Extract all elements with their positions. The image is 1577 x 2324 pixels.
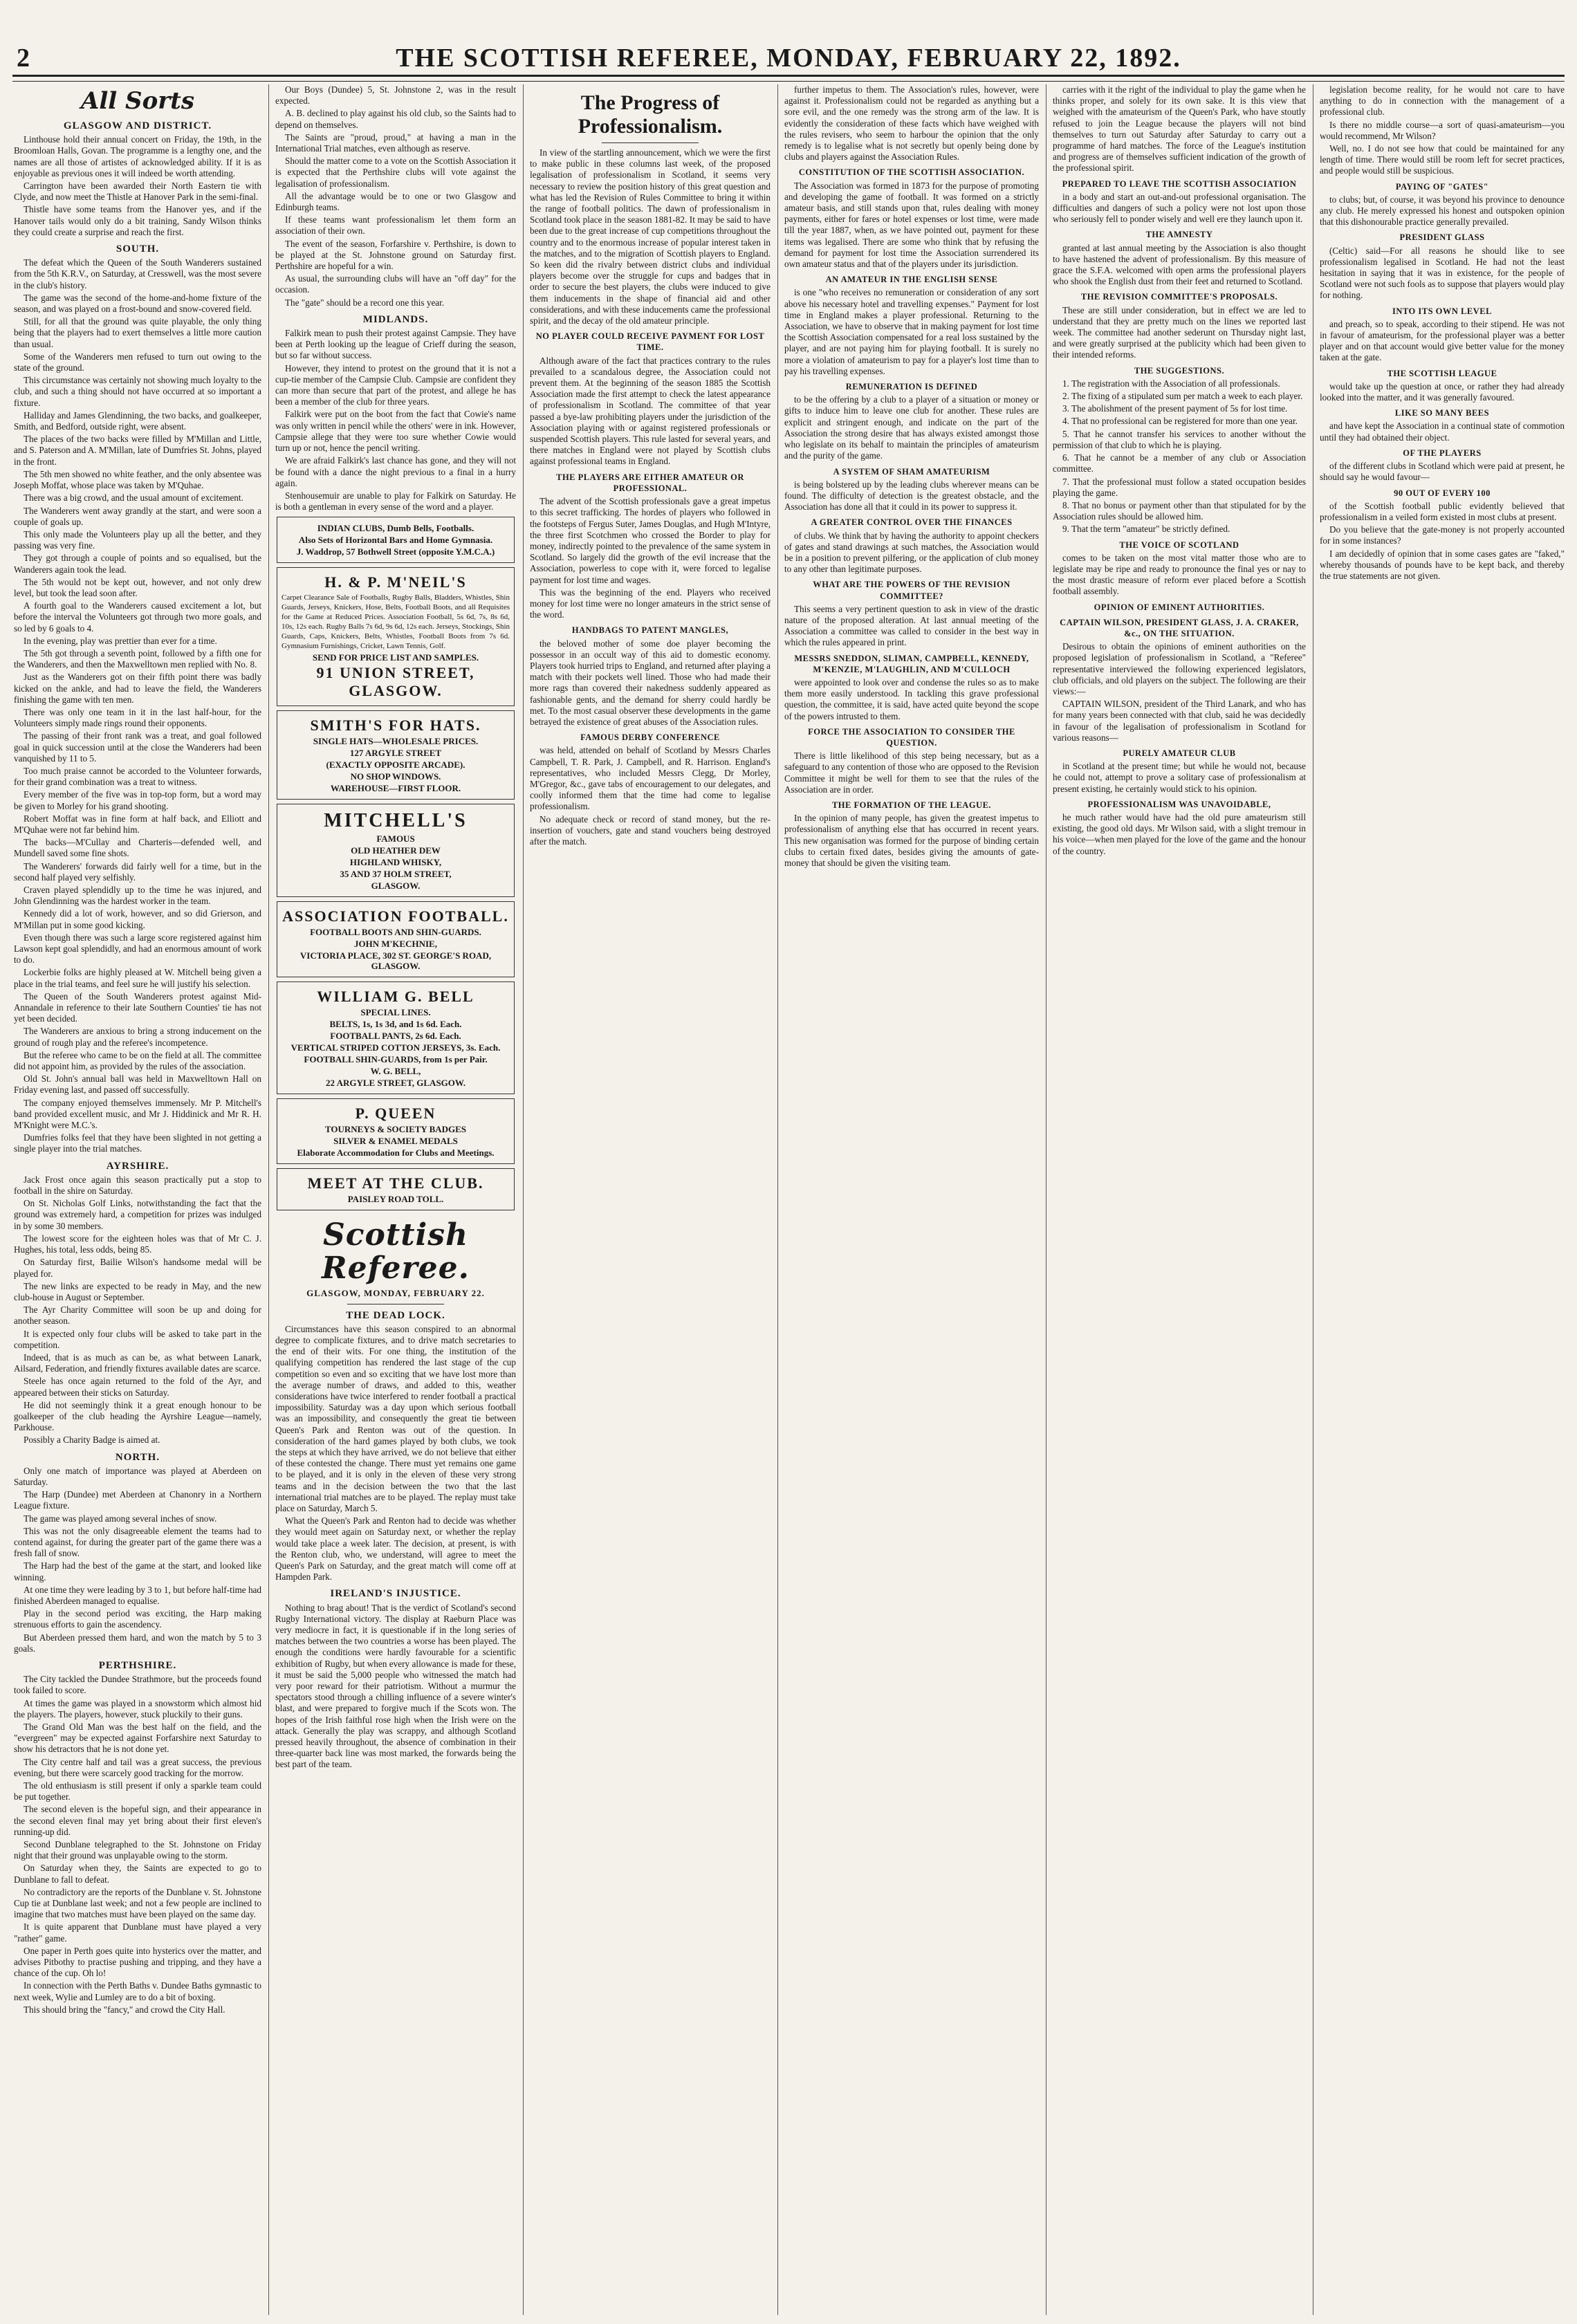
paragraph: The 5th would not be kept out, however, and not only drew level, but took the lead soon after. — [14, 576, 261, 598]
paragraph: in Scotland at the present time; but while he would not, because he could not, attempt to prove a solitary case of professionalism at present existing, he certainly would stick to his opinion. — [1053, 761, 1306, 794]
section-heading: THE REVISION COMMITTEE'S PROPOSALS. — [1080, 292, 1278, 302]
paragraph: The new links are expected to be ready in May, and the new club-house in August or September. — [14, 1280, 261, 1302]
paragraph: A fourth goal to the Wanderers caused excitement a lot, but before the interval the Volunteers got through two more goals, and so led by 6 goals to 4. — [14, 600, 261, 634]
advertisement — [277, 981, 515, 1094]
paragraph: 5. That he cannot transfer his services to another without the permission of that club to which he is playing. — [1053, 428, 1306, 450]
ad-body: Carpet Clearance Sale of Footballs, Rugby Balls, Bladders, Whistles, Shin Guards, Jerseys, Knickers, Hose, Belts, Football Boots, and all Requisites for the Game at Reduced Prices. Association Football, 5s 6d, 7s, 8s 6d, 10s, 12s each. Rugby Balls 7s 6d, 9s 6d, 12s each. Jerseys, Stockings, Shin Guards, Caps, Knickers, Belts, Whistles, Football Boots from 7s 6d. Gymnasium Furnishings, Cricket, Lawn Tennis, Golf. — [282, 593, 510, 651]
paragraph: Old St. John's annual ball was held in Maxwelltown Hall on Friday evening last, and passed off successfully. — [14, 1073, 261, 1096]
paragraph: Even though there was such a large score registered against him Lawson kept goal splendidly, and had an enormous amount of work to do. — [14, 932, 261, 966]
paragraph: We are afraid Falkirk's last chance has gone, and they will not be found with a dance the night previous to a final in a hurry again. — [275, 455, 516, 488]
paragraph: Possibly a Charity Badge is aimed at. — [24, 1435, 160, 1446]
advertisement — [277, 710, 515, 800]
column-3-intro — [530, 147, 771, 326]
paragraph: Robert Moffat was in fine form at half back, and Elliott and M'Quhae were not far behind him. — [14, 813, 261, 835]
article-section — [530, 732, 771, 847]
paragraph: The backs—M'Cullay and Charteris—defended well, and Mundell saved some fine shots. — [14, 837, 261, 859]
article-section — [784, 653, 1039, 722]
paragraph: Do you believe that the gate-money is not properly accounted for in some instances? — [1320, 524, 1565, 546]
paragraph: The Harp had the best of the game at the start, and looked like winning. — [14, 1560, 261, 1583]
article-section — [14, 120, 261, 238]
advertisement — [277, 1168, 515, 1210]
section-heading: AYRSHIRE. — [106, 1160, 169, 1172]
ad-line: WAREHOUSE—FIRST FLOOR. — [330, 783, 461, 794]
article-section — [784, 800, 1039, 869]
paragraph: The "gate" should be a record one this year. — [285, 297, 445, 308]
paragraph: This was not the only disagreeable element the teams had to contend against, for during the greater part of the game there was a fresh fall of snow. — [14, 1525, 261, 1559]
paragraph: It is quite apparent that Dunblane must have played a very "rather" game. — [14, 1921, 261, 1944]
article-section — [784, 274, 1039, 377]
paragraph: the beloved mother of some doe player becoming the possessor in an occult way of this aid to domestic economy. Players took hurried trips to England, and returned after playing a match with their pockets well lined. Those who had made their more rags than covered their nakedness suddenly appeared as fashionable gents, and the demand for sherry could hardly be met. To the most casual observer these developments in the game betrayed the existence of great abuses of the Association rules. — [530, 638, 771, 727]
ad-line: FOOTBALL SHIN-GUARDS, from 1s per Pair. — [304, 1054, 488, 1065]
paragraph: and preach, so to speak, according to their stipend. He was not in favour of amateurism, for the professional player was a better player and on that account would give better value for the money taken at the gate. — [1320, 318, 1565, 363]
paragraph: This should bring the "fancy," and crowd the City Hall. — [24, 2004, 225, 2015]
section-heading: PRESIDENT GLASS — [1399, 232, 1485, 243]
section-heading: PREPARED TO LEAVE THE SCOTTISH ASSOCIATION — [1062, 178, 1297, 189]
paragraph: further impetus to them. The Association's rules, however, were against it. Professionalism could not be regarded as anything but a sore evil, and the one remedy was the strong arm of the law. It is evidently the consideration of these facts which have weighed with the rules revisers, who seem to harbour the opinion that the only remedy is to legalise what is not secretly but openly being done by clubs and players against the Association Rules. — [784, 84, 1039, 163]
paragraph: (Celtic) said—For all reasons he should like to see professionalism legalised in Scotland. He had not the least hesitation in saying that it was in existence, for the people of Scotland were not such fools as to suppose that players would play for nothing. — [1320, 245, 1565, 301]
article-section — [1053, 799, 1306, 857]
paragraph: On Saturday when they, the Saints are expected to go to Dunblane to fall to defeat. — [14, 1863, 261, 1885]
paragraph: The lowest score for the eighteen holes was that of Mr C. J. Hughes, his total, less odds, being 85. — [14, 1233, 261, 1255]
paragraph: All the advantage would be to one or two Glasgow and Edinburgh teams. — [275, 190, 516, 213]
paragraph: This circumstance was certainly not showing much loyalty to the club, and such a thing should not have occurred at so important a fixture. — [14, 375, 261, 408]
column-1 — [14, 84, 261, 2315]
article-section — [1053, 748, 1306, 795]
paragraph: is one "who receives no remuneration or consideration of any sort above his necessary hotel and travelling expenses." Payment for lost time in England makes a player professional. Returning to the Association, we have to observe that in making payment for lost time the Scottish Association compensated for a real loss sustained by the player, and are not paying him for playing football. It is surely no more a violation of amateurism to pay for a player's lost time than to pay his travelling expenses. — [784, 287, 1039, 376]
column-heading — [14, 87, 261, 115]
paragraph: Nothing to brag about! That is the verdict of Scotland's second Rugby International victory. The display at Raeburn Place was very mediocre in fact, it is questionable if in the long series of matches between the two countries a worse has been played. The enough the conditions were hardly favourable for a scientific exhibition of Rugby, but when every allowance is made for these, it must be said the 5,000 people who witnessed the match had very poor reward for their patriotism. Without a murmur the spectators stood through a chilling influence of a severe winter's blast, and were prepared to forgive much if the Scots won. The hopes of the Irish faithful rose high when the Irish were on the attack. Generally the play was scrappy, and although Scotland pressed heavily throughout, the absence of combination in their three-quarter back line was most marked, the forwards being the best part of the team. — [275, 1602, 516, 1770]
column-6-intro — [1320, 84, 1565, 177]
ad-line: Also Sets of Horizontal Bars and Home Gymnasia. — [298, 535, 493, 546]
article-section — [784, 579, 1039, 648]
paragraph: The City tackled the Dundee Strathmore, but the proceeds found took failed to score. — [14, 1674, 261, 1696]
paragraph: comes to be taken on the most vital matter those who are to legislate may be ripe and ready to pronounce the final yes or nay to the most drastic measure of reform ever placed before a Scottish football assembly. — [1053, 552, 1306, 597]
paragraph: Well, no. I do not see how that could be maintained for any length of time. There would still be room left for secret practices, and people would still be suspicious. — [1320, 143, 1565, 176]
column-6 — [1320, 84, 1565, 2315]
section-heading: THE PLAYERS ARE EITHER AMATEUR OR PROFESSIONAL. — [556, 472, 744, 493]
article-section — [1053, 540, 1306, 598]
paragraph: Is there no middle course—a sort of quasi-amateurism—you would recommend, Mr Wilson? — [1320, 119, 1565, 141]
paragraph: legislation become reality, for he would not care to have anything to do in connection with the management of a professional club. — [1320, 84, 1565, 118]
ad-address: 91 UNION STREET, GLASGOW. — [316, 664, 475, 700]
paragraph: granted at last annual meeting by the Association is also thought to have hastened the advent of professionalism. By this measure of grace the S.F.A. welcomed with open arms the professional players who shook the English dust from their feet and returned to Scotland. — [1053, 242, 1306, 287]
section-heading: A GREATER CONTROL OVER THE FINANCES — [811, 517, 1013, 528]
paragraph: The Ayr Charity Committee will soon be up and doing for another season. — [14, 1304, 261, 1327]
paragraph: Thistle have some teams from the Hanover yes, and if the Hanover tails would only do a bit training, Sandy Wilson thinks they could create a surprise and reach the first. — [14, 204, 261, 237]
column-rule — [777, 84, 778, 2315]
article-section — [14, 1161, 261, 1446]
article-section — [1053, 602, 1306, 613]
paragraph: 1. The registration with the Association of all professionals. — [1062, 378, 1280, 389]
section-heading: NO PLAYER COULD RECEIVE PAYMENT FOR LOST TIME. — [535, 331, 765, 353]
article-section — [1320, 306, 1565, 364]
paragraph: The second eleven is the hopeful sign, and their appearance in the second eleven final may yet bring about their first eleven's running-up did. — [14, 1804, 261, 1837]
paragraph: The advent of the Scottish professionals gave a great impetus to this secret trafficking. The hordes of players who followed in the footsteps of Fergus Suter, James Douglas, and Hugh M'Intyre, the three first Scotchmen who crossed the Border to play for money, indirectly pointed to the prevalence of the same system in Scotland. So largely did the growth of the evil increase that the Association, powerless to cope with it, were forced to legalise payment for lost time and wages. — [530, 496, 771, 585]
paragraph: A. B. declined to play against his old club, so the Saints had to depend on themselves. — [275, 108, 516, 130]
paragraph: The old enthusiasm is still present if only a sparkle team could be put together. — [14, 1780, 261, 1802]
ad-line: FOOTBALL PANTS, 2s 6d. Each. — [330, 1031, 461, 1042]
paragraph: But the referee who came to be on the field at all. The committee did not appoint him, as provided by the rules of the association. — [14, 1049, 261, 1072]
paragraph: This was the beginning of the end. Players who received money for lost time were no longer amateurs in the strict sense of the word. — [530, 587, 771, 620]
column-1-sections — [14, 120, 261, 2016]
ad-line: (EXACTLY OPPOSITE ARCADE). — [326, 759, 465, 771]
ad-title: ASSOCIATION FOOTBALL. — [282, 907, 509, 925]
article-section — [784, 726, 1039, 795]
paragraph: Halliday and James Glendinning, the two backs, and goalkeeper, Smith, and Bedford, outside right, were absent. — [14, 409, 261, 432]
section-heading: THE SCOTTISH LEAGUE — [1387, 368, 1497, 378]
section-heading: PERTHSHIRE. — [98, 1660, 177, 1671]
section-heading: MESSRS SNEDDON, SLIMAN, CAMPBELL, KENNEDY, M'KENZIE, M'LAUGHLIN, AND M'CULLOCH — [794, 653, 1029, 674]
section-heading: AN AMATEUR IN THE ENGLISH SENSE — [825, 275, 998, 285]
article-section — [14, 1660, 261, 2016]
paragraph: No adequate check or record of stand money, but the re-insertion of vouchers, gate and stand vouchers being destroyed after the match. — [530, 813, 771, 847]
paragraph: Falkirk were put on the boot from the fact that Cowie's name was only written in pencil while the others' were in ink. However, Campsie allege that they were too sure whether Cowie would turn up or not, hence the pencil writing. — [275, 409, 516, 454]
paragraph: The Harp (Dundee) met Aberdeen at Chanonry in a Northern League fixture. — [14, 1489, 261, 1511]
section-heading: INTO ITS OWN LEVEL — [1392, 306, 1492, 316]
masthead — [12, 43, 1565, 71]
ad-title: MITCHELL'S — [324, 810, 468, 832]
paragraph: One paper in Perth goes quite into hysterics over the matter, and advises Pitbothy to practise pushing and tripping, and they have a chance of the cup. Oh lo! — [14, 1945, 261, 1979]
paragraph: The Wanderers went away grandly at the start, and were soon a couple of goals up. — [14, 505, 261, 527]
ad-title: MEET AT THE CLUB. — [307, 1174, 484, 1192]
paragraph: Some of the Wanderers men refused to turn out owing to the state of the ground. — [14, 351, 261, 374]
ad-line: NO SHOP WINDOWS. — [350, 771, 441, 782]
column-4 — [784, 84, 1039, 2315]
all-sorts-heading: All Sorts — [80, 87, 195, 115]
ad-line: SILVER & ENAMEL MEDALS — [333, 1136, 458, 1147]
advertisement — [277, 901, 515, 977]
paragraph: to clubs; but, of course, it was beyond his province to denounce any club. He merely expressed his honest and outspoken opinion that this dishonourable practice generally prevailed. — [1320, 194, 1565, 228]
advertisement — [277, 567, 515, 706]
article-section — [1053, 365, 1306, 535]
paragraph: No contradictory are the reports of the Dunblane v. St. Johnstone Cup tie at Dunblane last week; and not a few people are inclined to imagine that two matches must have been played on the same day. — [14, 1886, 261, 1920]
divider — [602, 142, 698, 143]
article-section — [530, 472, 771, 621]
paragraph: The Wanderers' forwards did fairly well for a time, but in the second half played very selfishly. — [14, 860, 261, 883]
section-heading: REMUNERATION IS DEFINED — [845, 382, 978, 392]
paragraph: Carrington have been awarded their North Eastern tie with Clyde, and now meet the Thistle at Hanover Park in the semi-final. — [14, 181, 261, 203]
column-6-sections — [1320, 181, 1565, 582]
column-2-intro — [275, 84, 516, 308]
column-5-sections — [1053, 178, 1306, 857]
paragraph: In view of the startling announcement, which we were the first to make public in these columns last week, of the proposed legalisation of professionalism in Scotland, it seems very necessary to review the position history of this great question and what has led the Revision of Rules Committee to bring it within the range of football politics. The dawn of professionalism in Scotland took place in the season 1881-82. It may be said to have been due to the great increase of cup competitions throughout the country and to the enormous increase of popular interest taken in the matches, and to the migration of Scottish players to England. So keen did the rivalry between district clubs and individual players become over the struggle for cups and badges that in order to secure the best players, the clubs were induced to give them inducements in the shape of financial aid and other considerations, and with these inducements came the professional spirit, and the decay of the old amateur principle. — [530, 147, 771, 326]
ad-line: Elaborate Accommodation for Clubs and Meetings. — [297, 1147, 495, 1159]
paragraph: would take up the question at once, or rather they had already looked into the matter, and it was generally favoured. — [1320, 380, 1565, 403]
ad-title: WILLIAM G. BELL — [317, 988, 474, 1006]
paragraph: At one time they were leading by 3 to 1, but before half-time had finished Aberdeen managed to equalise. — [14, 1584, 261, 1606]
ad-line: INDIAN CLUBS, Dumb Bells, Footballs. — [317, 523, 474, 534]
section-heading: FAMOUS DERBY CONFERENCE — [580, 732, 720, 743]
paragraph: Just as the Wanderers got on their fifth point there was badly kicked on the ankle, and had to leave the field, the Wanderers finishing the game with ten men. — [14, 672, 261, 705]
article-section — [1053, 291, 1306, 360]
section-heading: MIDLANDS. — [362, 313, 429, 325]
paragraph: If these teams want professionalism let them form an association of their own. — [275, 214, 516, 237]
paragraph: Indeed, that is as much as can be, as what between Lanark, Ailsard, Federation, and friendly fixtures available dates are scarce. — [14, 1352, 261, 1374]
article-section — [1053, 617, 1306, 744]
paragraph: carries with it the right of the individual to play the game when he thinks proper, and solely for its own sake. It is this view that weighed with the amateurism of the Queen's Park, who have stoutly refused to join the League because the players will not bind themselves to turn out Saturday after Saturday to carry out a programme of hard matches. The force of the League's institution and progress are of themselves sufficient indication of the growth of the professional spirit. — [1053, 84, 1306, 174]
paragraph: he much rather would have had the old pure amateurism still existing, the good old days. Mr Wilson said, with a slight tremour in his voice—when men played for the love of the game and the honour of the country. — [1053, 811, 1306, 856]
ad-line: PAISLEY ROAD TOLL. — [347, 1194, 444, 1205]
paragraph: In the evening, play was prettier than ever for a time. — [24, 635, 217, 646]
masthead-rule — [12, 75, 1565, 82]
ad-title: H. & P. M'NEIL'S — [324, 573, 467, 591]
paragraph: Our Boys (Dundee) 5, St. Johnstone 2, was in the result expected. — [275, 84, 516, 107]
section-heading: WHAT ARE THE POWERS OF THE REVISION COMMITTEE? — [813, 580, 1011, 601]
ad-line: OLD HEATHER DEW — [351, 845, 441, 856]
paragraph: There was a big crowd, and the usual amount of excitement. — [24, 492, 243, 504]
advertisement — [277, 517, 515, 563]
paragraph: was held, attended on behalf of Scotland by Messrs Charles Campbell, T. R. Park, J. Campbell, and R. Harrison. England's representatives, who included Messrs Clegg, Dr Morley, M'Gregor, &c., gave tabs of encouragement to our delegates, and coolly informed them that the time had come to legalise professionalism. — [530, 745, 771, 812]
paragraph: The Grand Old Man was the best half on the field, and the "evergreen" may be expected against Forfarshire next Saturday to show his detractors that he is not done yet. — [14, 1722, 261, 1755]
section-heading: SOUTH. — [116, 243, 160, 255]
paragraph: The game was played among several inches of snow. — [24, 1513, 217, 1524]
paragraph: Jack Frost once again this season practically put a stop to football in the shire on Saturday. — [14, 1174, 261, 1197]
column-2-articles — [275, 1310, 516, 1771]
paragraph: The passing of their front rank was a treat, and goal followed goal in quick succession until at the close the Wanderers had been vanquished by 11 to 5. — [14, 730, 261, 764]
column-rule — [268, 84, 269, 2315]
paragraph: But Aberdeen pressed them hard, and won the match by 5 to 3 goals. — [14, 1632, 261, 1654]
nameplate: Scottish Referee. — [322, 1217, 470, 1286]
paragraph: CAPTAIN WILSON, president of the Third Lanark, and who has for many years been connected with that club, said he was decidedly in favour of the legalisation of professionalism in Scotland for various reasons— — [1053, 699, 1306, 743]
paragraph: The places of the two backs were filled by M'Millan and Little, and S. Paterson and A. M'Millan, late of Dumfries St. Johns, played in the front. — [14, 434, 261, 467]
paragraph: The company enjoyed themselves immensely. Mr P. Mitchell's band provided excellent music, and Mr J. Hiddinick and Mr R. H. M'Knight were M.C.'s. — [14, 1097, 261, 1131]
section-heading: A SYSTEM OF SHAM AMATEURISM — [833, 466, 990, 477]
column-3-sections — [530, 331, 771, 847]
paragraph: Kennedy did a lot of work, however, and so did Grierson, and M'Millan put in some good kicking. — [14, 908, 261, 930]
advertisement — [277, 804, 515, 897]
section-heading: OPINION OF EMINENT AUTHORITIES. — [1094, 602, 1265, 612]
article-section — [784, 167, 1039, 270]
paragraph: and have kept the Association in a continual state of commotion until they had obtained their object. — [1320, 421, 1565, 443]
column-4-intro — [784, 84, 1039, 163]
paragraph: He did not seemingly think it a great enough honour to be goalkeeper of the club heading the Ayrshire League—namely, Parkhouse. — [14, 1399, 261, 1433]
ad-line: VERTICAL STRIPED COTTON JERSEYS, 3s. Each. — [290, 1042, 501, 1053]
masthead-title: THE SCOTTISH REFEREE, MONDAY, FEBRUARY 22, 1892. — [396, 44, 1181, 73]
ad-line: HIGHLAND WHISKY, — [349, 857, 442, 868]
ad-title: SMITH'S FOR HATS. — [310, 717, 481, 735]
paragraph: In connection with the Perth Baths v. Dundee Baths gymnastic to next week, Wylie and Lumley are to do a bit of boxing. — [14, 1980, 261, 2002]
article-section — [1053, 178, 1306, 225]
column-4-sections — [784, 167, 1039, 869]
section-heading: THE AMNESTY — [1145, 230, 1213, 240]
paragraph: of the different clubs in Scotland which were paid at present, he should say he would favour— — [1320, 461, 1565, 483]
paragraph: Linthouse hold their annual concert on Friday, the 19th, in the Broomloan Halls, Govan. The programme is a lengthy one, and the names are all those of artistes of acknowledged ability. If it is as enjoyable as previous ones it will indeed be worth attending. — [14, 134, 261, 178]
page-number: 2 — [17, 44, 30, 73]
section-heading: THE VOICE OF SCOTLAND — [1119, 540, 1239, 550]
paragraph: Play in the second period was exciting, the Harp making strenuous efforts to gain the ascendency. — [14, 1608, 261, 1630]
section-heading: CONSTITUTION OF THE SCOTTISH ASSOCIATION. — [798, 167, 1025, 178]
paragraph: Still, for all that the ground was quite playable, the only thing being that the players had to exert themselves a little more caution than usual. — [14, 316, 261, 349]
paragraph: Dumfries folks feel that they have been slighted in not getting a single player into the trial matches. — [14, 1132, 261, 1154]
paragraph: Steele has once again returned to the fold of the Ayr, and appeared between their sticks on Saturday. — [14, 1376, 261, 1398]
paragraph: The 5th got through a seventh point, followed by a fifth one for the Wanderers, and then the Maxwelltown men replied with No. 8. — [14, 647, 261, 670]
article-section — [1053, 229, 1306, 287]
ad-line: TOURNEYS & SOCIETY BADGES — [324, 1124, 467, 1135]
article-section — [14, 1452, 261, 1654]
paragraph: On Saturday first, Bailie Wilson's handsome medal will be played for. — [14, 1257, 261, 1279]
section-heading: PAYING OF "GATES" — [1395, 181, 1489, 192]
paragraph: 2. The fixing of a stipulated sum per match a week to each player. — [1062, 391, 1303, 402]
ad-line: J. Waddrop, 57 Bothwell Street (opposite Y.M.C.A.) — [296, 546, 495, 557]
paragraph: 6. That he cannot be a member of any club or Association committee. — [1053, 452, 1306, 474]
article-section — [1320, 368, 1565, 404]
paragraph: This only made the Volunteers play up all the better, and they passing was very fine. — [14, 528, 261, 551]
section-heading: HANDBAGS TO PATENT MANGLES, — [571, 625, 729, 636]
paragraph: Should the matter come to a vote on the Scottish Association it is expected that the Perthshire clubs will vote against the legalisation of professionalism. — [275, 156, 516, 189]
column-5-intro — [1053, 84, 1306, 174]
article-section — [784, 517, 1039, 575]
section-heading: FORCE THE ASSOCIATION TO CONSIDER THE QUESTION. — [808, 726, 1015, 748]
paragraph: Falkirk mean to push their protest against Campsie. They have been at Perth looking up the league of Crieff during the season, but so far without success. — [275, 328, 516, 361]
paragraph: in a body and start an out-and-out professional organisation. The difficulties and dangers of such a policy were not lost upon those who seriously fell to ponder wisely and well ere they launch upon it. — [1053, 191, 1306, 225]
section-heading: CAPTAIN WILSON, PRESIDENT GLASS, J. A. CRAKER, &c., ON THE SITUATION. — [1060, 617, 1299, 638]
article-section — [275, 1310, 516, 1583]
paragraph: Every member of the five was in top-top form, but a word may be given to Morley for his grand shooting. — [14, 789, 261, 811]
paragraph: 3. The abolishment of the present payment of 5s for lost time. — [1062, 403, 1288, 414]
section-heading: THE FORMATION OF THE LEAGUE. — [831, 800, 992, 810]
paragraph: 4. That no professional can be registered for more than one year. — [1062, 416, 1298, 427]
paragraph: of the Scottish football public evidently believed that professionalism in a veiled form existed in most clubs at present. — [1320, 500, 1565, 522]
paragraph: There is little likelihood of this step being necessary, but as a safeguard to any contention of those who are opposed to the Revision Committee it might be well for them to see that the rules of the Association are in order. — [784, 750, 1039, 795]
paragraph: Lockerbie folks are highly pleased at W. Mitchell being given a place in the trial teams, and feel sure he will justify his selection. — [14, 967, 261, 989]
article-section — [275, 314, 516, 513]
article-section — [14, 243, 261, 1155]
paragraph: What the Queen's Park and Renton had to decide was whether they would meet again on Saturday next, or whether the replay would take place a week later. The decision, at present, is with the Renton club, who, we understand, will agree to meet the Queen's Park on Saturday, and the great match will come off at Hampden Park. — [275, 1515, 516, 1583]
article-title: The Progress of Professionalism. — [578, 91, 723, 138]
paragraph: The defeat which the Queen of the South Wanderers sustained from the 5th K.R.V., on Saturday, at Cresswell, was the most severe in the club's history. — [14, 257, 261, 290]
paragraph: The event of the season, Forfarshire v. Perthshire, is down to be played at the St. Johnstone ground on Saturday first. Perthshire are hopeful for a win. — [275, 238, 516, 272]
ad-line: SPECIAL LINES. — [360, 1007, 431, 1018]
column-2-sections — [275, 314, 516, 513]
paragraph: They got through a couple of points and so equalised, but the Wanderers again took the lead. — [14, 553, 261, 575]
ad-line: BELTS, 1s, 1s 3d, and 1s 6d. Each. — [329, 1019, 462, 1030]
paragraph: were appointed to look over and condense the rules so as to make them more easily understood. In tackling this grave professional question, the committee, it is said, have acted quite beyond the scope of the powers intrusted to them. — [784, 676, 1039, 721]
paragraph: of clubs. We think that by having the authority to appoint checkers of gates and stand drawings at such matches, the Association would be in a position to prevent pilfering, or the application of club money to any other than legitimate purposes. — [784, 530, 1039, 575]
paragraph: As usual, the surrounding clubs will have an "off day" for the occasion. — [275, 273, 516, 295]
paragraph: Too much praise cannot be accorded to the Volunteer forwards, for their grand combination was a treat to witness. — [14, 765, 261, 788]
ad-line: 127 ARGYLE STREET — [349, 748, 442, 759]
section-heading: PURELY AMATEUR CLUB — [1123, 748, 1236, 758]
article-section — [1320, 407, 1565, 443]
article-section — [784, 381, 1039, 461]
section-heading: THE SUGGESTIONS. — [1134, 365, 1225, 376]
section-heading: IRELAND'S INJUSTICE. — [330, 1588, 461, 1600]
article-section — [530, 331, 771, 467]
paragraph: This seems a very pertinent question to ask in view of the drastic nature of the proposed alteration. At last annual meeting of the Association a committee was called to consider in the best way in which the rules appeared in print. — [784, 603, 1039, 648]
section-heading: OF THE PLAYERS — [1403, 448, 1482, 458]
paragraph: 8. That no bonus or payment other than that stipulated for by the Association rules should be allowed him. — [1053, 499, 1306, 522]
paragraph: The City centre half and tail was a great success, the previous evening, but there were scarcely good tracking for the morrow. — [14, 1756, 261, 1778]
section-heading: THE DEAD LOCK. — [346, 1309, 445, 1321]
ad-line: VICTORIA PLACE, 302 ST. GEORGE'S ROAD, GLASGOW. — [299, 950, 492, 972]
column-rule — [523, 84, 524, 2315]
article-section — [1320, 232, 1565, 301]
paragraph: Circumstances have this season conspired to an abnormal degree to complicate fixtures, and to drive match secretaries to the end of their wits. For one thing, the institution of the qualifying competition has rendered the last stage of the cup competition so even and so exciting that we have lost more than the average number of draws, and added to this, weather considerations have twice interfered to render football a practical impossibility. Saturday was a day upon which serious football was an impossibility, and consequently the great tie between Queen's Park and Renton was out of the question. In consideration of the hard games played by both clubs, we took the steps at which they have arrived, we do not believe that either of these contested the change. There must yet remains one game to be played, and it is only in the eleven of these very strong teams and in the decision between the two that the last international trial matches are to be played. The replay must take place on Saturday, March 5. — [275, 1323, 516, 1513]
article-section — [1320, 448, 1565, 483]
paragraph: Desirous to obtain the opinions of eminent authorities on the proposed legislation of professionalism in Scotland, a "Referee" representative interviewed the following experienced legislators, club officials, and old players on the subject. The following are their views:— — [1053, 641, 1306, 697]
section-heading: PROFESSIONALISM WAS UNAVOIDABLE, — [1087, 799, 1271, 809]
column-2 — [275, 84, 516, 2315]
paragraph: The game was the second of the home-and-home fixture of the season, and was played on a frost-bound and snow-covered field. — [14, 292, 261, 315]
paragraph: These are still under consideration, but in effect we are led to understand that they are pretty much on the lines we reported last week. The committee had another sederunt on Thursday night last, and were greatly surprised at the publicity which had been given to their intended reforms. — [1053, 304, 1306, 360]
paragraph: The Wanderers are anxious to bring a strong inducement on the ground of rough play and the referee's incompetence. — [14, 1026, 261, 1048]
section-heading: 90 OUT OF EVERY 100 — [1394, 488, 1491, 498]
ad-line: 35 AND 37 HOLM STREET, — [340, 869, 452, 880]
ad-line: GLASGOW. — [371, 880, 421, 892]
paragraph: The Association was formed in 1873 for the purpose of promoting and developing the game of football. It was formed on a strictly amateur basis, and still stands upon that, rules dealing with money payments, either for fares or hotel expenses or lost time, were made till the year 1887, when, as we have pointed out, payment for these items was legalised. There are some who think that by refusing the demand for payment for lost time the Association surrendered its own amateur status and that of the players under its jurisdiction. — [784, 180, 1039, 270]
ad-line: W. G. BELL, — [370, 1066, 421, 1077]
ad-line: FOOTBALL BOOTS AND SHIN-GUARDS. — [310, 927, 481, 938]
section-heading: NORTH. — [115, 1451, 160, 1463]
article-section — [784, 466, 1039, 513]
paragraph: Stenhousemuir are unable to play for Falkirk on Saturday. He is both a gentleman in every sense of the word and a player. — [275, 490, 516, 513]
article-section — [1320, 488, 1565, 582]
ad-title: P. QUEEN — [355, 1105, 436, 1123]
paragraph: At times the game was played in a snowstorm which almost hid the players. The players, however, stuck pluckily to their guns. — [14, 1697, 261, 1719]
article-section — [275, 1588, 516, 1770]
advertisements — [275, 517, 516, 1210]
dateline: GLASGOW, MONDAY, FEBRUARY 22. — [306, 1288, 485, 1299]
paragraph: Although aware of the fact that practices contrary to the rules prevailed to a scandalous degree, the Association could not prevent them. At the beginning of the season 1885 the Scottish Association made the first attempt to check the latest appearance of professionalism in Scotland. The committee of that year passed a bye-law prohibiting players under the jurisdiction of the Association playing with or against registered professionals or suspended Scottish players. This rule lasted for several years, and there matches in England were not played by Scottish clubs against professional teams in England. — [530, 355, 771, 467]
paragraph: Only one match of importance was played at Aberdeen on Saturday. — [14, 1465, 261, 1487]
paragraph: is being bolstered up by the leading clubs wherever means can be found. The difficulty of detection is the greatest obstacle, and the Association has done all that it could in its power to suppress it. — [784, 479, 1039, 513]
ad-line: JOHN M'KECHNIE, — [354, 939, 437, 950]
ad-line: FAMOUS — [376, 833, 415, 845]
section-heading: GLASGOW AND DISTRICT. — [63, 120, 212, 131]
paragraph: 9. That the term "amateur" be strictly defined. — [1062, 524, 1230, 535]
paragraph: Second Dunblane telegraphed to the St. Johnstone on Friday night that their ground was unplayable owing to the storm. — [14, 1839, 261, 1861]
ad-line: 22 ARGYLE STREET, GLASGOW. — [326, 1078, 465, 1089]
paragraph: On St. Nicholas Golf Links, notwithstanding the fact that the ground was extremely hard, a competition for prizes was indulged in by some 30 members. — [14, 1198, 261, 1231]
column-3 — [530, 84, 771, 2315]
article-section — [530, 625, 771, 728]
article-section — [1320, 181, 1565, 228]
paragraph: However, they intend to protest on the ground that it is not a cup-tie member of the Campsie Club. Campsie are confident they can more than secure that part of the protest, and allege he has been a member of the club for three years. — [275, 362, 516, 407]
ad-footer: SEND FOR PRICE LIST AND SAMPLES. — [312, 652, 479, 663]
paragraph: I am decidedly of opinion that in some cases gates are "faked," whereby thousands of pounds have to be kept back, and thereby the true statements are not given. — [1320, 548, 1565, 581]
advertisement — [277, 1098, 515, 1164]
paragraph: The Queen of the South Wanderers protest against Mid-Annandale in reference to their late Southern Counties' tie has not yet been decided. — [14, 990, 261, 1024]
paragraph: Craven played splendidly up to the time he was injured, and John Glendinning was the hardest worker in the team. — [14, 885, 261, 907]
paragraph: There was only one team in it in the last half-hour, for the Volunteers simply made rings round their opponents. — [14, 706, 261, 729]
paragraph: The Saints are "proud, proud," at having a man in the International Trial matches, even although as reserve. — [275, 131, 516, 154]
paragraph: 7. That the professional must follow a stated occupation besides playing the game. — [1053, 476, 1306, 498]
paragraph: The 5th men showed no white feather, and the only absentee was Joseph Moffat, whose place was taken by M'Quhae. — [14, 468, 261, 491]
paragraph: It is expected only four clubs will be asked to take part in the competition. — [14, 1328, 261, 1350]
paragraph: to be the offering by a club to a player of a situation or money or gifts to induce him to leave one club for another. These rules are explicit and stringent enough, and indicate on the part of the Association the strong desire that has always existed amongst those who legislate on its behalf to maintain the principles of amateurism and the purity of the game. — [784, 394, 1039, 461]
section-heading: LIKE SO MANY BEES — [1394, 408, 1490, 418]
paragraph: In the opinion of many people, has given the greatest impetus to professionalism of anything else that has occurred in recent years. This new organisation was formed for the purpose of binding certain clubs to certain fixed dates, besides giving the amounts of gate-money that should be given the visiting team. — [784, 813, 1039, 868]
column-5 — [1053, 84, 1306, 2315]
ad-line: SINGLE HATS—WHOLESALE PRICES. — [313, 736, 479, 747]
